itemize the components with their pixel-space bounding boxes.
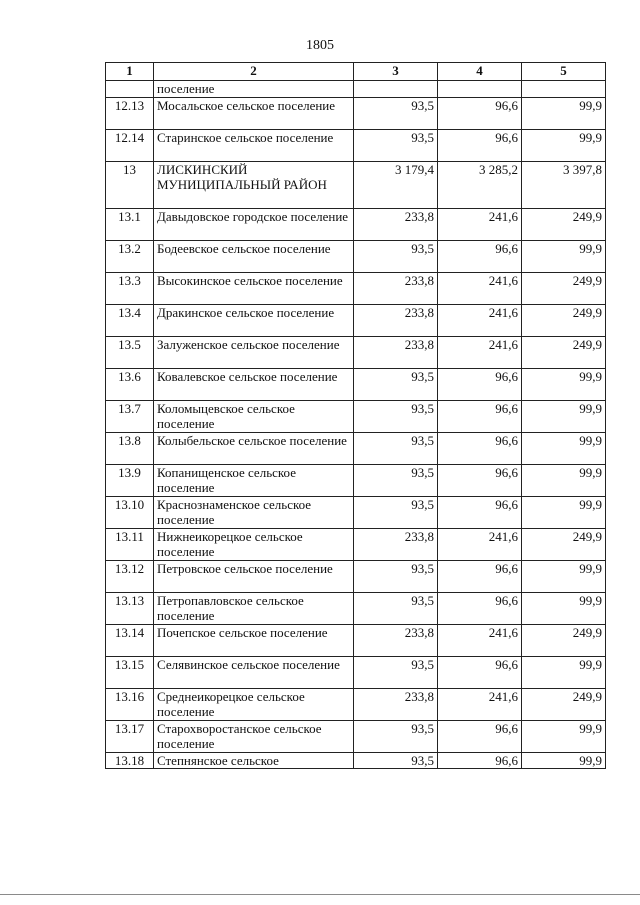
cell-value: 99,9 — [522, 561, 606, 593]
cell-name: Нижнеикорецкое сельское поселение — [154, 529, 354, 561]
table-row — [106, 241, 606, 273]
cell-value: 99,9 — [522, 369, 606, 401]
cell-number: 13.1 — [106, 209, 154, 241]
cell-value: 233,8 — [354, 625, 438, 657]
cell-name: Степнянское сельское — [154, 753, 354, 769]
cell-value: 96,6 — [438, 657, 522, 689]
cell-name: Залуженское сельское поселение — [154, 337, 354, 369]
cell-number — [106, 81, 154, 98]
cell-number: 13.8 — [106, 433, 154, 465]
cell-number: 13.3 — [106, 273, 154, 305]
cell-value: 96,6 — [438, 561, 522, 593]
cell-name: Ковалевское сельское поселение — [154, 369, 354, 401]
cell-value: 99,9 — [522, 433, 606, 465]
cell-value: 96,6 — [438, 401, 522, 433]
table-row — [106, 593, 606, 625]
cell-value: 99,9 — [522, 130, 606, 162]
cell-value: 96,6 — [438, 241, 522, 273]
cell-value: 96,6 — [438, 465, 522, 497]
cell-value: 99,9 — [522, 241, 606, 273]
cell-name: Коломыцевское сельское поселение — [154, 401, 354, 433]
table-row — [106, 561, 606, 593]
cell-name: Мосальское сельское поселение — [154, 98, 354, 130]
table-row — [106, 130, 606, 162]
cell-value: 96,6 — [438, 497, 522, 529]
page-bottom-rule — [0, 894, 640, 895]
cell-name: поселение — [154, 81, 354, 98]
page-number: 1805 — [306, 38, 334, 53]
column-header: 1 — [106, 63, 154, 81]
cell-value: 93,5 — [354, 401, 438, 433]
cell-value: 96,6 — [438, 369, 522, 401]
table-row — [106, 162, 606, 209]
cell-value: 241,6 — [438, 209, 522, 241]
cell-value: 3 179,4 — [354, 162, 438, 209]
cell-value: 233,8 — [354, 689, 438, 721]
cell-number: 13 — [106, 162, 154, 209]
cell-value: 96,6 — [438, 753, 522, 769]
cell-name: Колыбельское сельское поселение — [154, 433, 354, 465]
cell-number: 12.13 — [106, 98, 154, 130]
cell-name: ЛИСКИНСКИЙ МУНИЦИПАЛЬНЫЙ РАЙОН — [154, 162, 354, 209]
cell-value: 99,9 — [522, 657, 606, 689]
cell-value: 99,9 — [522, 593, 606, 625]
table-row — [106, 369, 606, 401]
cell-name: Дракинское сельское поселение — [154, 305, 354, 337]
cell-value — [438, 81, 522, 98]
cell-number: 13.15 — [106, 657, 154, 689]
cell-value: 241,6 — [438, 337, 522, 369]
cell-value: 233,8 — [354, 529, 438, 561]
cell-value: 93,5 — [354, 369, 438, 401]
cell-number: 13.7 — [106, 401, 154, 433]
cell-number: 13.4 — [106, 305, 154, 337]
allocation-table — [105, 62, 606, 769]
table-row — [106, 625, 606, 657]
cell-name: Давыдовское городское поселение — [154, 209, 354, 241]
cell-number: 13.6 — [106, 369, 154, 401]
cell-value: 233,8 — [354, 305, 438, 337]
table-row — [106, 273, 606, 305]
table-row — [106, 401, 606, 433]
cell-name: Старинское сельское поселение — [154, 130, 354, 162]
cell-value: 96,6 — [438, 721, 522, 753]
cell-value: 3 285,2 — [438, 162, 522, 209]
cell-value: 93,5 — [354, 657, 438, 689]
cell-value: 93,5 — [354, 98, 438, 130]
cell-name: Среднеикорецкое сельское поселение — [154, 689, 354, 721]
cell-name: Копанищенское сельское поселение — [154, 465, 354, 497]
cell-value: 249,9 — [522, 529, 606, 561]
cell-value: 93,5 — [354, 497, 438, 529]
cell-value: 99,9 — [522, 721, 606, 753]
cell-value: 241,6 — [438, 273, 522, 305]
cell-value: 241,6 — [438, 625, 522, 657]
cell-number: 12.14 — [106, 130, 154, 162]
cell-value: 233,8 — [354, 209, 438, 241]
cell-value: 93,5 — [354, 241, 438, 273]
cell-value: 249,9 — [522, 337, 606, 369]
cell-value: 249,9 — [522, 625, 606, 657]
cell-name: Высокинское сельское поселение — [154, 273, 354, 305]
cell-number: 13.16 — [106, 689, 154, 721]
cell-value: 96,6 — [438, 98, 522, 130]
cell-number: 13.14 — [106, 625, 154, 657]
cell-number: 13.9 — [106, 465, 154, 497]
cell-value: 93,5 — [354, 721, 438, 753]
cell-value: 93,5 — [354, 753, 438, 769]
column-header: 5 — [522, 63, 606, 81]
cell-value: 99,9 — [522, 753, 606, 769]
cell-value: 93,5 — [354, 465, 438, 497]
column-header: 4 — [438, 63, 522, 81]
table-row — [106, 689, 606, 721]
cell-value: 233,8 — [354, 273, 438, 305]
cell-number: 13.2 — [106, 241, 154, 273]
table-row — [106, 337, 606, 369]
cell-name: Краснознаменское сельское поселение — [154, 497, 354, 529]
table-row — [106, 433, 606, 465]
table-row — [106, 465, 606, 497]
cell-name: Селявинское сельское поселение — [154, 657, 354, 689]
cell-number: 13.12 — [106, 561, 154, 593]
table-row — [106, 209, 606, 241]
cell-value: 93,5 — [354, 130, 438, 162]
header-row — [106, 63, 606, 81]
table-row — [106, 721, 606, 753]
cell-name: Старохворостанское сельское поселение — [154, 721, 354, 753]
cell-name: Почепское сельское поселение — [154, 625, 354, 657]
cell-value: 241,6 — [438, 305, 522, 337]
column-header: 3 — [354, 63, 438, 81]
cell-value: 99,9 — [522, 465, 606, 497]
cell-value: 249,9 — [522, 273, 606, 305]
cell-value: 96,6 — [438, 433, 522, 465]
cell-value: 99,9 — [522, 98, 606, 130]
cell-number: 13.5 — [106, 337, 154, 369]
cell-value: 96,6 — [438, 593, 522, 625]
cell-value: 241,6 — [438, 529, 522, 561]
cell-value: 99,9 — [522, 497, 606, 529]
cell-name: Бодеевское сельское поселение — [154, 241, 354, 273]
column-header: 2 — [154, 63, 354, 81]
cell-number: 13.10 — [106, 497, 154, 529]
cell-number: 13.18 — [106, 753, 154, 769]
table-row — [106, 98, 606, 130]
cell-value: 96,6 — [438, 130, 522, 162]
cell-value: 99,9 — [522, 401, 606, 433]
table-row — [106, 657, 606, 689]
table-row — [106, 529, 606, 561]
cell-value — [522, 81, 606, 98]
cell-value: 233,8 — [354, 337, 438, 369]
cell-value: 93,5 — [354, 561, 438, 593]
cell-number: 13.13 — [106, 593, 154, 625]
cell-number: 13.17 — [106, 721, 154, 753]
table-row — [106, 497, 606, 529]
cell-name: Петровское сельское поселение — [154, 561, 354, 593]
continuation-row — [106, 81, 606, 98]
cell-value: 93,5 — [354, 433, 438, 465]
table-row — [106, 753, 606, 769]
table-row — [106, 305, 606, 337]
cell-value — [354, 81, 438, 98]
cell-value: 249,9 — [522, 209, 606, 241]
cell-value: 241,6 — [438, 689, 522, 721]
cell-name: Петропавловское сельское поселение — [154, 593, 354, 625]
cell-value: 249,9 — [522, 305, 606, 337]
cell-value: 249,9 — [522, 689, 606, 721]
cell-number: 13.11 — [106, 529, 154, 561]
cell-value: 93,5 — [354, 593, 438, 625]
cell-value: 3 397,8 — [522, 162, 606, 209]
